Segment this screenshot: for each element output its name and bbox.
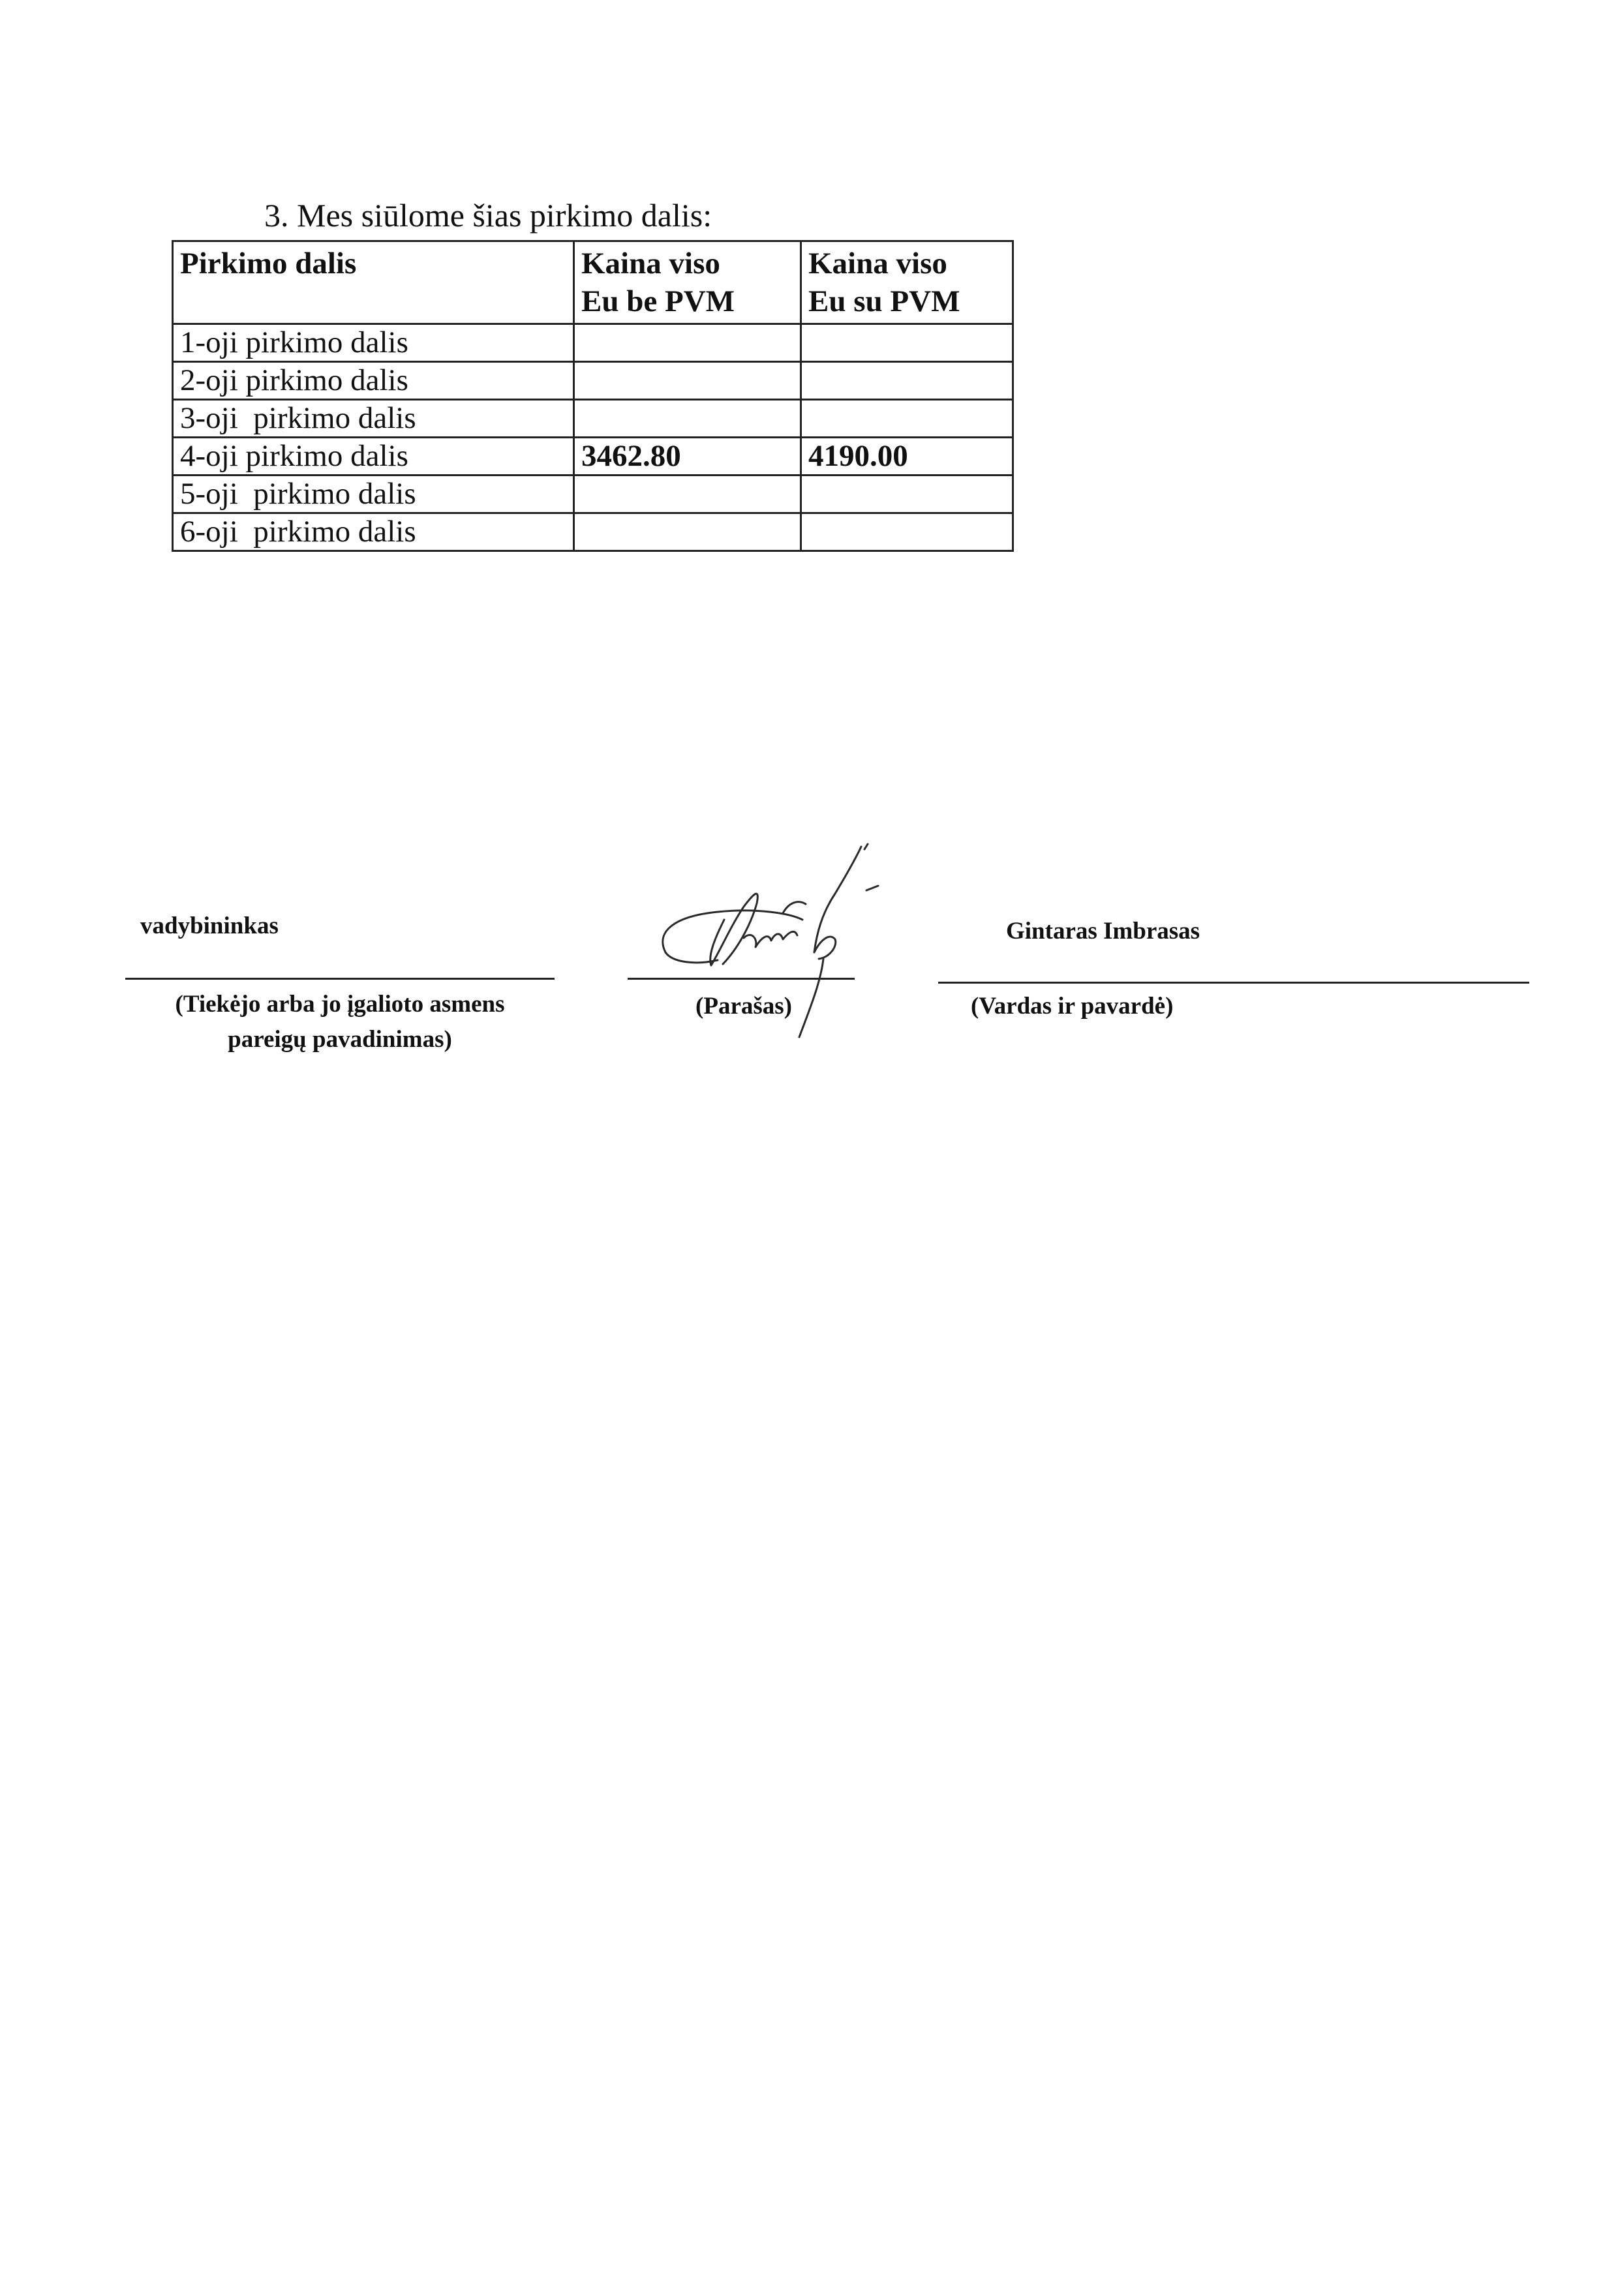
caption-line: pareigų pavadinimas) (228, 1026, 452, 1053)
purchase-part-cell: 3-oji pirkimo dalis (173, 400, 574, 438)
price-with-vat-cell (801, 400, 1013, 438)
header-line: Kaina viso (581, 247, 720, 280)
price-without-vat-cell (574, 400, 801, 438)
caption-line: (Tiekėjo arba jo įgalioto asmens (175, 991, 505, 1018)
table-header-row (173, 241, 1013, 324)
purchase-part-cell: 6-oji pirkimo dalis (173, 513, 574, 551)
price-with-vat-cell (801, 324, 1013, 362)
name-underline (938, 982, 1529, 984)
header-price-with-vat (801, 241, 1013, 324)
position-title: vadybininkas (140, 913, 279, 939)
header-line: Eu su PVM (808, 284, 960, 318)
position-caption (125, 987, 555, 1057)
handwritten-signature (646, 841, 939, 1044)
signer-name: Gintaras Imbrasas (1006, 918, 1200, 944)
table-row (173, 513, 1013, 551)
signature-caption: (Parašas) (695, 993, 792, 1020)
header-purchase-part (173, 241, 574, 324)
price-with-vat-cell (801, 362, 1013, 400)
table-row (173, 324, 1013, 362)
purchase-part-cell: 4-oji pirkimo dalis (173, 438, 574, 476)
position-underline (125, 978, 555, 980)
header-line: Pirkimo dalis (180, 247, 357, 280)
price-without-vat-cell: 3462.80 (574, 438, 801, 476)
price-with-vat-cell (801, 476, 1013, 513)
header-line: Kaina viso (808, 247, 947, 280)
purchase-part-cell: 2-oji pirkimo dalis (173, 362, 574, 400)
price-without-vat-cell (574, 476, 801, 513)
header-line: Eu be PVM (581, 284, 735, 318)
price-without-vat-cell (574, 324, 801, 362)
table-row (173, 438, 1013, 476)
price-without-vat-cell (574, 362, 801, 400)
price-without-vat-cell (574, 513, 801, 551)
price-with-vat-cell (801, 513, 1013, 551)
table-row (173, 362, 1013, 400)
purchase-part-cell: 1-oji pirkimo dalis (173, 324, 574, 362)
table-row (173, 400, 1013, 438)
header-price-without-vat (574, 241, 801, 324)
table-row (173, 476, 1013, 513)
name-caption: (Vardas ir pavardė) (971, 993, 1174, 1020)
section-heading: 3. Mes siūlome šias pirkimo dalis: (264, 197, 712, 234)
purchase-part-cell: 5-oji pirkimo dalis (173, 476, 574, 513)
price-with-vat-cell: 4190.00 (801, 438, 1013, 476)
purchase-parts-table (172, 240, 1014, 552)
